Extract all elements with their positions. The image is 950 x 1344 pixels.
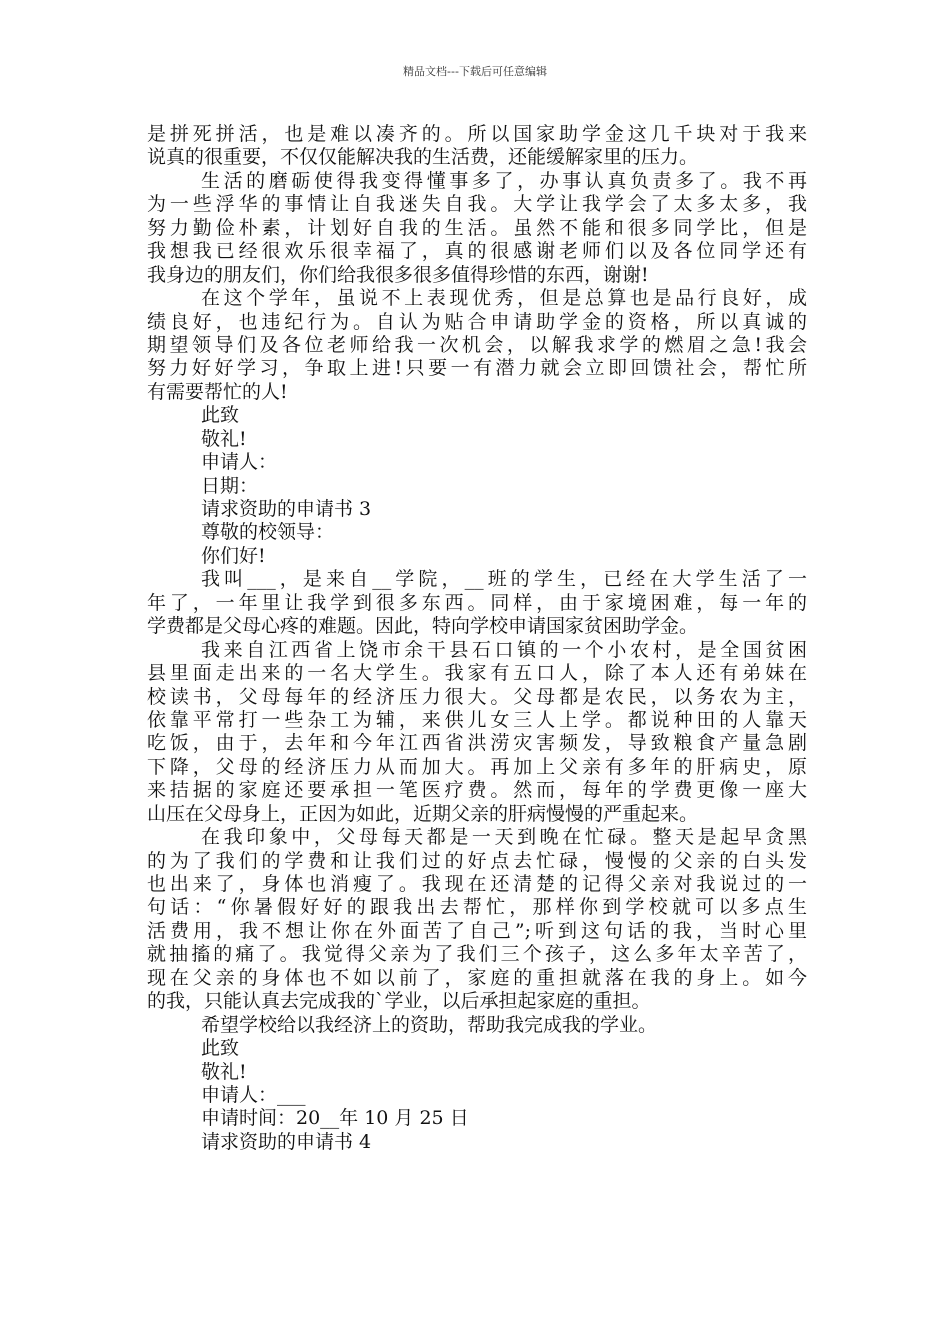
text-line: 尊敬的校领导： xyxy=(201,521,335,544)
text-line: 我身边的朋友们，你们给我很多很多值得珍惜的东西，谢谢! xyxy=(147,263,649,286)
text-line: 县里面走出来的一名大学生。我家有五口人，除了本人还有弟妹在 xyxy=(147,662,807,685)
text-line: 活费用，我不想让你在外面苦了自己”;听到这句话的我，当时心里 xyxy=(147,919,807,942)
text-line: 请求资助的申请书 4 xyxy=(201,1130,372,1153)
text-line: 申请时间：20__年 10 月 25 日 xyxy=(201,1107,469,1130)
text-line: 有需要帮忙的人! xyxy=(147,380,288,403)
text-line: 你们好! xyxy=(201,544,266,567)
text-line: 校读书，父母每年的经济压力很大。父母都是农民，以务农为主， xyxy=(147,685,807,708)
text-line: 日期： xyxy=(201,474,259,497)
text-line: 敬礼! xyxy=(201,1060,247,1083)
text-line: 敬礼! xyxy=(201,427,247,450)
text-line: 吃饭，由于，去年和今年江西省洪涝灾害频发，导致粮食产量急剧 xyxy=(147,732,807,755)
text-line: 申请人：___ xyxy=(201,1083,306,1106)
text-line: 我来自江西省上饶市余干县石口镇的一个小农村，是全国贫困 xyxy=(201,638,807,661)
text-line: 就抽搐的痛了。我觉得父亲为了我们三个孩子，这么多年太辛苦了， xyxy=(147,943,807,966)
text-line: 学费都是父母心疼的难题。因此，特向学校申请国家贫困助学金。 xyxy=(147,615,699,638)
text-line: 说真的很重要，不仅仅能解决我的生活费，还能缓解家里的压力。 xyxy=(147,146,699,169)
text-line: 申请人： xyxy=(201,451,278,474)
text-line: 请求资助的申请书 3 xyxy=(201,498,372,520)
document-body xyxy=(147,123,807,1154)
text-line: 生活的磨砺使得我变得懂事多了，办事认真负责多了。我不再 xyxy=(201,169,807,192)
text-line: 努力勤俭朴素，计划好自我的生活。虽然不能和很多同学比，但是 xyxy=(147,216,807,239)
text-line: 期望领导们及各位老师给我一次机会，以解我求学的燃眉之急!我会 xyxy=(147,333,807,356)
text-line: 现在父亲的身体也不如以前了，家庭的重担就落在我的身上。如今 xyxy=(147,966,807,989)
text-line: 努力好好学习，争取上进!只要一有潜力就会立即回馈社会，帮忙所 xyxy=(147,357,807,380)
text-line: 年了，一年里让我学到很多东西。同样，由于家境困难，每一年的 xyxy=(147,591,807,614)
text-line: 也出来了，身体也消瘦了。我现在还清楚的记得父亲对我说过的一 xyxy=(147,873,807,895)
text-line: 的我，只能认真去完成我的`学业，以后承担起家庭的重担。 xyxy=(147,990,651,1013)
text-line: 句话：“你暑假好好的跟我出去帮忙，那样你到学校就可以多点生 xyxy=(147,896,807,919)
text-line: 此致 xyxy=(201,404,240,427)
text-line: 绩良好，也违纪行为。自认为贴合申请助学金的资格，所以真诚的 xyxy=(147,310,807,333)
text-line: 此致 xyxy=(201,1037,240,1060)
text-line: 下降，父母的经济压力从而加大。再加上父亲有多年的肝病史，原 xyxy=(147,755,807,778)
text-line: 希望学校给以我经济上的资助，帮助我完成我的学业。 xyxy=(201,1013,658,1036)
text-line: 我叫___，是来自__学院，__班的学生，已经在大学生活了一 xyxy=(201,568,807,591)
text-line: 山压在父母身上，正因为如此，近期父亲的肝病慢慢的严重起来。 xyxy=(147,802,699,825)
text-line: 在我印象中，父母每天都是一天到晚在忙碌。整天是起早贪黑 xyxy=(201,826,807,849)
text-line: 在这个学年，虽说不上表现优秀，但是总算也是品行良好，成 xyxy=(201,287,807,310)
text-line: 来拮据的家庭还要承担一笔医疗费。然而，每年的学费更像一座大 xyxy=(147,779,807,802)
text-line: 我想我已经很欢乐很幸福了，真的很感谢老师们以及各位同学还有 xyxy=(147,240,807,263)
text-line: 依靠平常打一些杂工为辅，来供儿女三人上学。都说种田的人靠天 xyxy=(147,708,807,731)
text-line: 是拼死拼活，也是难以凑齐的。所以国家助学金这几千块对于我来 xyxy=(147,123,807,145)
text-line: 为一些浮华的事情让自我迷失自我。大学让我学会了太多太多，我 xyxy=(147,193,807,216)
page-header: 精品文档---下载后可任意编辑 xyxy=(403,65,547,78)
text-line: 的为了我们的学费和让我们过的好点去忙碌，慢慢的父亲的白头发 xyxy=(147,849,807,872)
